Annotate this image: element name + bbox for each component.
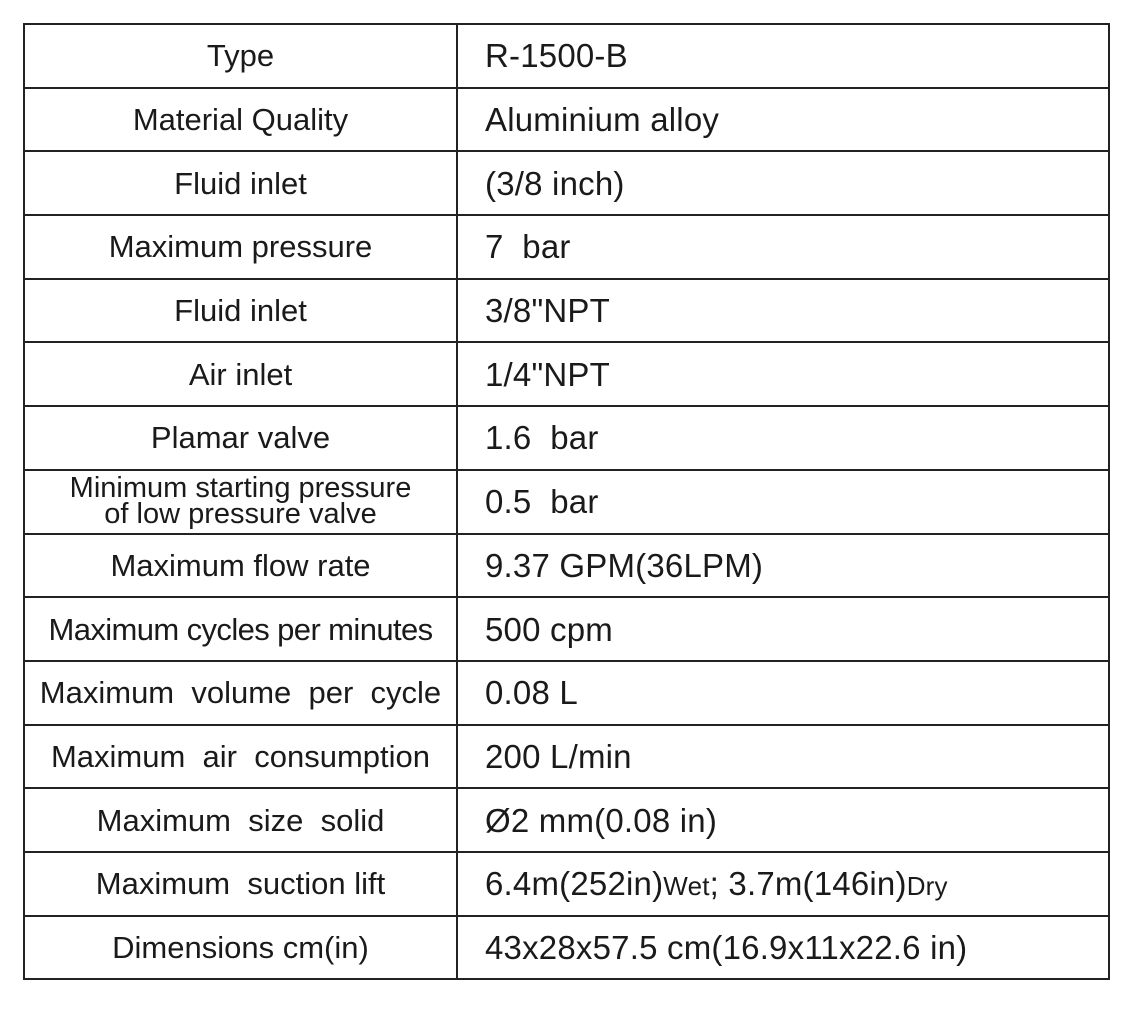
- row-value: 200 L/min: [457, 725, 1109, 789]
- row-label-line: Minimum starting pressure: [69, 472, 412, 505]
- row-value-part: 6.4m(252in): [485, 865, 664, 903]
- row-value: Ø2 mm(0.08 in): [457, 788, 1109, 852]
- row-value: 1.6 bar: [457, 406, 1109, 470]
- row-value-part: Dry: [906, 871, 948, 902]
- row-value: 43x28x57.5 cm(16.9x11x22.6 in): [457, 916, 1109, 980]
- table-row: [24, 852, 1109, 916]
- row-value: [457, 852, 1109, 916]
- row-value-part: Wet: [663, 871, 710, 902]
- row-label: Maximum pressure: [24, 215, 457, 279]
- table-row: [24, 88, 1109, 152]
- table-row: [24, 24, 1109, 88]
- table-row: [24, 470, 1109, 534]
- table-row: [24, 406, 1109, 470]
- row-label: Maximum cycles per minutes: [24, 597, 457, 661]
- row-label: Air inlet: [24, 342, 457, 406]
- table-row: [24, 215, 1109, 279]
- row-label: Plamar valve: [24, 406, 457, 470]
- row-label: Dimensions cm(in): [24, 916, 457, 980]
- row-label-line: of low pressure valve: [104, 497, 377, 530]
- table-row: [24, 151, 1109, 215]
- row-label: Maximum air consumption: [24, 725, 457, 789]
- table-row: [24, 279, 1109, 343]
- row-value: 7 bar: [457, 215, 1109, 279]
- table-row: [24, 534, 1109, 598]
- row-label: Fluid inlet: [24, 279, 457, 343]
- row-label: [24, 470, 457, 534]
- row-value: 0.5 bar: [457, 470, 1109, 534]
- table-row: [24, 661, 1109, 725]
- table-row: [24, 597, 1109, 661]
- row-value: 9.37 GPM(36LPM): [457, 534, 1109, 598]
- table-row: [24, 916, 1109, 980]
- table-row: [24, 788, 1109, 852]
- row-value: R-1500-B: [457, 24, 1109, 88]
- row-label: Maximum size solid: [24, 788, 457, 852]
- row-value: 0.08 L: [457, 661, 1109, 725]
- row-label: Type: [24, 24, 457, 88]
- row-label: Maximum flow rate: [24, 534, 457, 598]
- row-label: Material Quality: [24, 88, 457, 152]
- row-label: Maximum volume per cycle: [24, 661, 457, 725]
- row-label: Maximum suction lift: [24, 852, 457, 916]
- row-label: Fluid inlet: [24, 151, 457, 215]
- table-row: [24, 342, 1109, 406]
- spec-table: [23, 23, 1110, 980]
- row-value: 1/4"NPT: [457, 342, 1109, 406]
- row-value: 500 cpm: [457, 597, 1109, 661]
- row-value: 3/8"NPT: [457, 279, 1109, 343]
- row-value: (3/8 inch): [457, 151, 1109, 215]
- row-value-part: ; 3.7m(146in): [709, 865, 907, 903]
- table-row: [24, 725, 1109, 789]
- row-value: Aluminium alloy: [457, 88, 1109, 152]
